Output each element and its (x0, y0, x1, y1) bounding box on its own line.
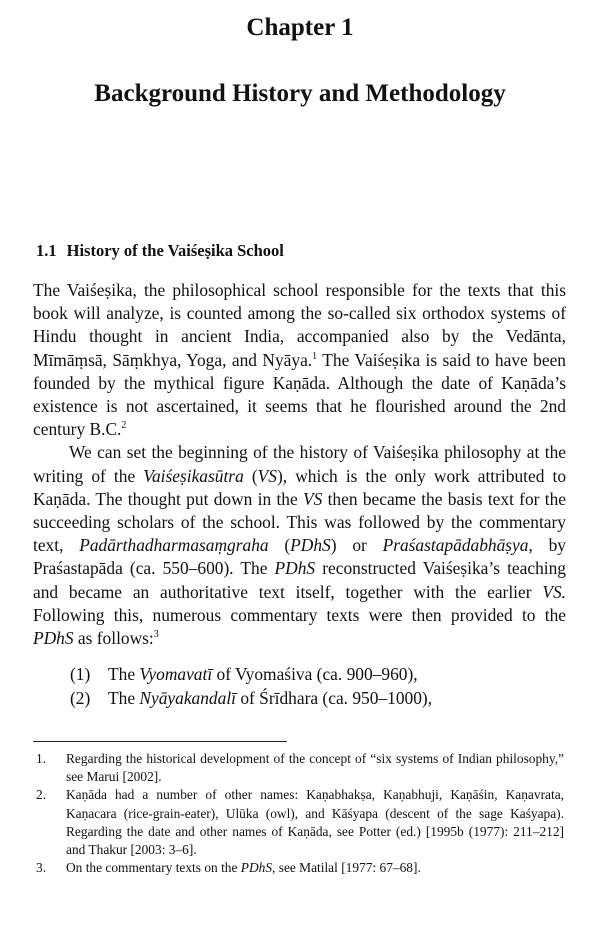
footnote (36, 859, 564, 877)
text-run: The (108, 664, 140, 684)
work-title: Padārthadharmasaṃgraha (79, 535, 269, 556)
text-run: , by Praśastapāda (ca. 550–600). The (33, 535, 566, 579)
footnote (36, 750, 564, 786)
work-abbreviation: VS (302, 488, 323, 509)
commentary-list (70, 662, 550, 710)
list-item (70, 662, 550, 686)
text-run: then became the basis text for the succeeding scholars of the school. This was followed by the commentary text, (33, 488, 566, 556)
text-run: The Vaiśeṣika, the philosophical school responsible for the texts that this book will analyze, is counted among the so-called six orthodox systems of Hindu thought in ancient India, accompanied also by the Vedānta, Mīmāṃsā, Sāṃkhya, Yoga, and Nyāya. (33, 280, 566, 370)
work-abbreviation: VS. (542, 581, 566, 602)
work-title: Praśastapādabhāṣya (382, 535, 529, 556)
list-item (70, 686, 550, 710)
paragraph (33, 279, 566, 441)
footnote-ref[interactable]: 1 (312, 350, 318, 362)
text-run: Following this, numerous commentary texts were then provided to the (33, 604, 566, 625)
footnotes (36, 750, 564, 877)
footnote-number: 3. (36, 860, 47, 876)
chapter-title: Background History and Methodology (94, 80, 506, 107)
work-abbreviation: PDhS (274, 558, 316, 579)
footnote (36, 786, 564, 859)
text-run: The Vaiśeṣika is said to have been founded by the mythical figure Kaṇāda. Although the date of Kaṇāda’s existence is not ascertained, it seems that he flourished around the 2nd century B.C. (33, 349, 566, 440)
work-title: Nyāyakandalī (139, 688, 236, 708)
section-title: History of the Vaiśeṣika School (66, 241, 284, 260)
footnote-number: 1. (36, 751, 47, 766)
work-abbreviation: PDhS (290, 535, 331, 556)
section-heading (36, 241, 284, 261)
text-run: as follows: (73, 628, 154, 649)
work-abbreviation: PDhS (33, 628, 74, 649)
text-run: The (108, 688, 140, 708)
footnote-ref[interactable]: 3 (153, 629, 159, 641)
text-run: reconstructed Vaiśeṣika’s teaching and became an authoritative text itself, together with the earlier (33, 558, 566, 602)
work-abbreviation: PDhS (240, 860, 273, 876)
body-text (33, 279, 566, 650)
list-number: (1) (70, 664, 91, 684)
work-title: Vyomavatī (139, 664, 213, 684)
footnote-text: Kaṇāda had a number of other names: Kaṇabhakṣa, Kaṇabhuji, Kaṇāśin, Kaṇavrata, Kaṇacara (rice-grain-eater), Ulūka (owl), and Kāśyapa (descent of the sage Kaśyapa). Regarding the date and other names of Kaṇāda, see Potter (ed.) [1995b (1977): 211–212] and Thakur [2003: 3–6]. (66, 787, 564, 858)
text-run: of Vyomaśiva (ca. 900–960), (212, 664, 418, 684)
list-number: (2) (70, 688, 91, 708)
text-run: ( (243, 465, 258, 486)
footnote-ref[interactable]: 2 (121, 420, 127, 432)
chapter-label: Chapter 1 (246, 14, 354, 41)
footnote-text: On the commentary texts on the (66, 860, 241, 876)
footnote-text: Regarding the historical development of the concept of “six systems of Indian philosophy,” see Marui [2002]. (66, 751, 564, 785)
footnote-divider (33, 741, 287, 742)
work-title: Vaiśeṣikasūtra (143, 465, 244, 486)
paragraph (33, 441, 566, 650)
text-run: We can set the beginning of the history of Vaiśeṣika philosophy at the writing of the (33, 442, 566, 486)
footnote-number: 2. (36, 787, 47, 803)
work-abbreviation: VS (257, 465, 277, 486)
section-number: 1.1 (36, 241, 57, 260)
text-run: ), which is the only work attributed to Kaṇāda. The thought put down in the (33, 465, 567, 509)
text-run: ) or (330, 535, 383, 556)
text-run: ( (268, 535, 291, 556)
text-run: of Śrīdhara (ca. 950–1000), (235, 688, 433, 708)
footnote-text: , see Matilal [1977: 67–68]. (272, 860, 421, 876)
